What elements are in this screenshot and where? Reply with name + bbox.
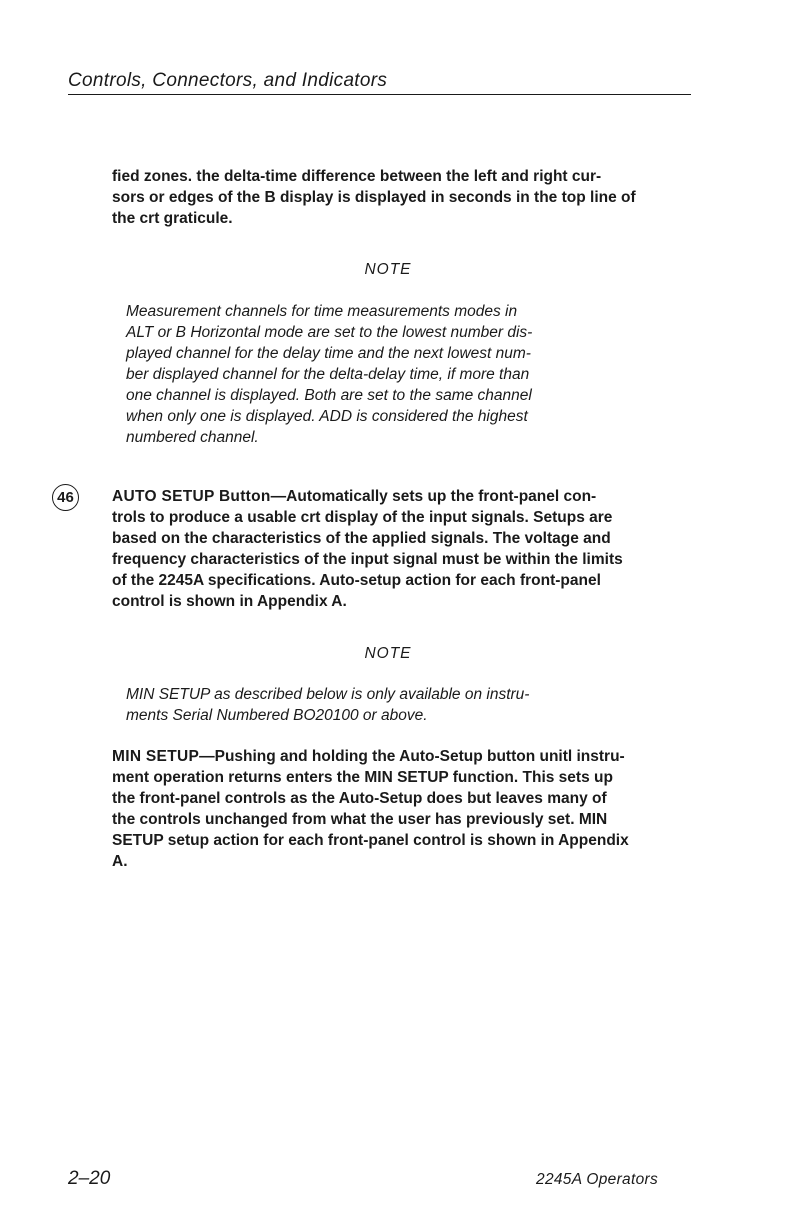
note-title: NOTE [364,645,412,662]
min-setup-paragraph [112,746,664,872]
auto-setup-term: AUTO SETUP Button [112,488,271,505]
note-body: Measurement channels for time measurements modes in ALT or B Horizontal mode are set to the lowest number dis- played channel for the delay time and the next lowest num- ber displayed channel for the delta-delay time, if more than one channel is displayed. Both are set to the same channel when only one is displayed. ADD is considered the highest numbered channel. [126,303,533,446]
callout-number: 46 [52,484,79,511]
document-title: 2245A Operators [536,1171,658,1188]
note-body: MIN SETUP as described below is only available on instru- ments Serial Numbered BO20100 or above. [126,686,530,724]
intro-paragraph: fied zones. the delta-time difference between the left and right cur- sors or edges of the B display is displayed in seconds in the top line of the crt graticule. [112,168,636,227]
page-number: 2–20 [68,1168,111,1189]
auto-setup-text: —Automatically sets up the front-panel con- trols to produce a usable crt display of the input signals. Setups are based on the characteristics of the applied signals. The voltage and frequency characteristics of the input signal must be within the limits of the 2245A specifications. Auto-setup action for each front-panel control is shown in Appendix A. [112,488,623,610]
page-header: Controls, Connectors, and Indicators [68,70,691,95]
auto-setup-paragraph [112,486,664,612]
min-setup-term: MIN SETUP [112,748,200,765]
note-title: NOTE [364,261,412,278]
min-setup-text: —Pushing and holding the Auto-Setup button unitl instru- ment operation returns enters the MIN SETUP function. This sets up the front-panel controls as the Auto-Setup does but leaves many of the controls unchanged from what the user has previously set. MIN SETUP setup action for each front-panel control is shown in Appendix A. [112,748,629,870]
